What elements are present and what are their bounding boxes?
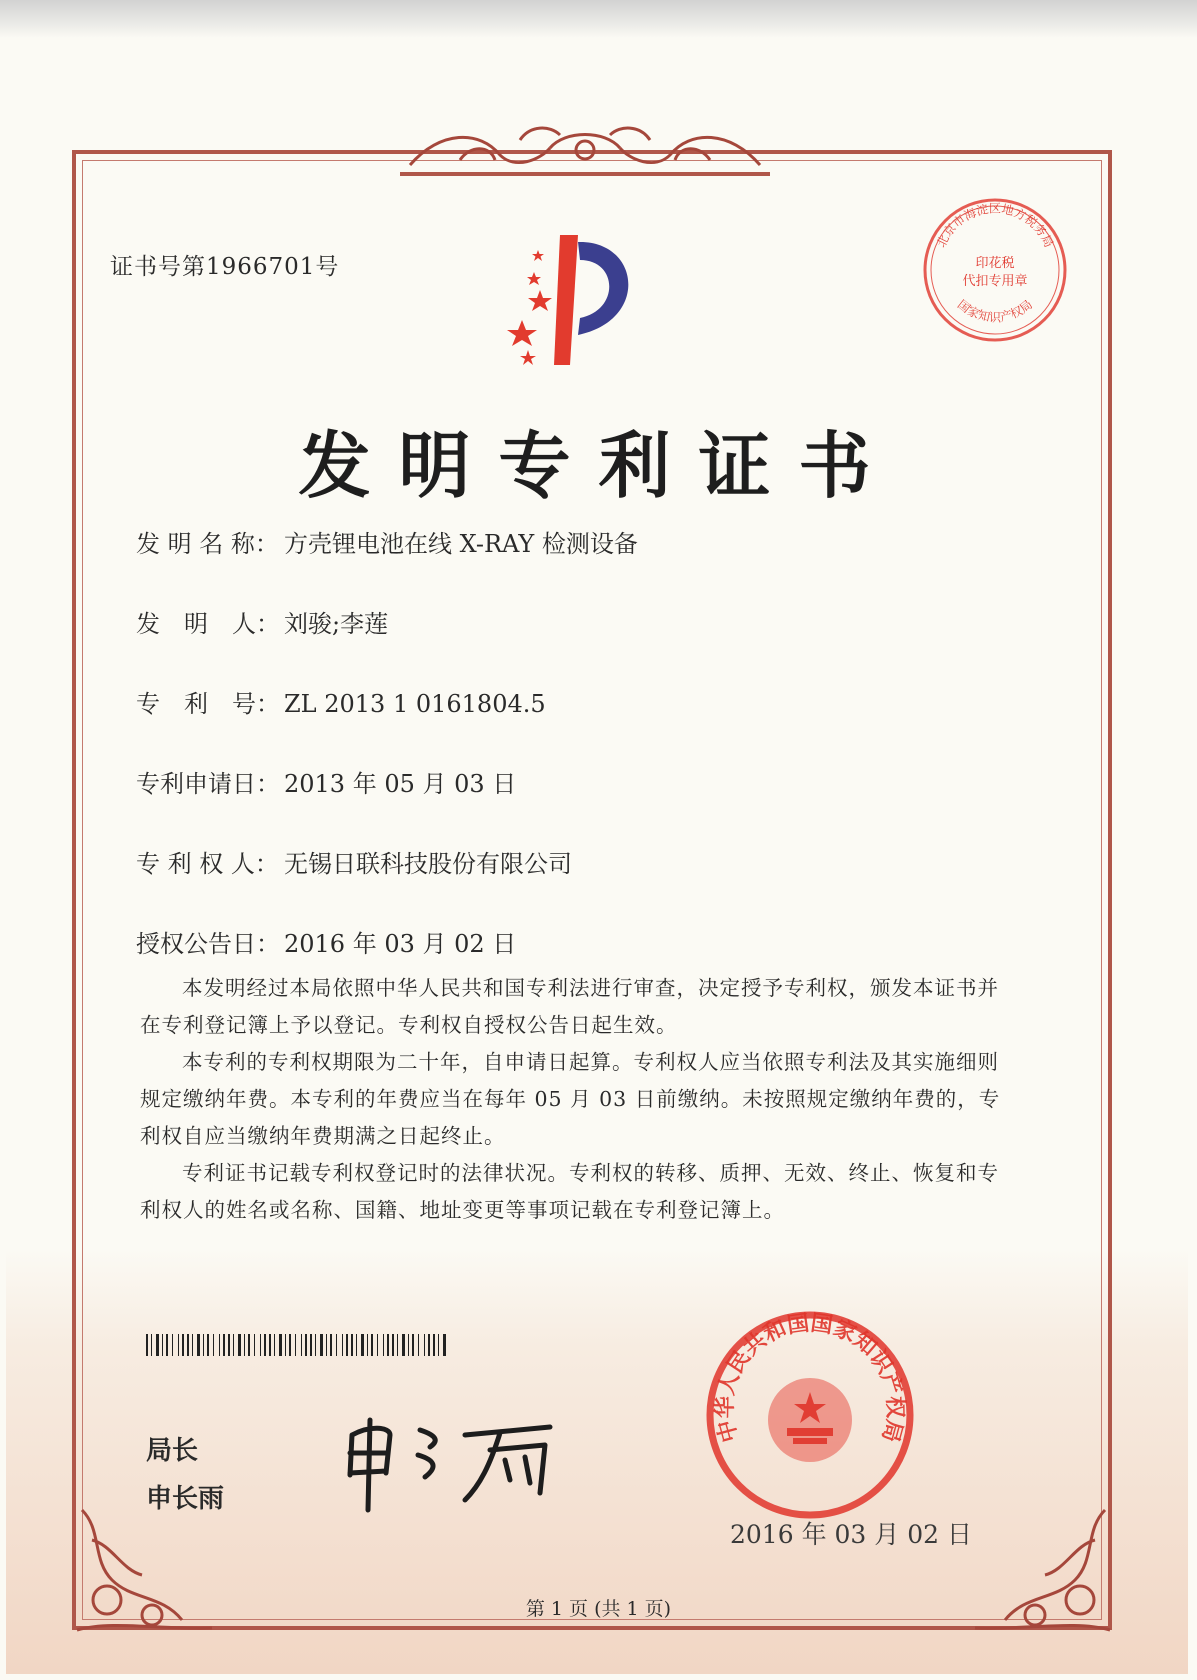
field-patentee <box>136 844 572 879</box>
page-number: 第 1 页 (共 1 页) <box>525 1598 672 1620</box>
field-label: 授权公告日： <box>136 930 280 958</box>
director-signature <box>340 1405 590 1515</box>
stamp-center-line2: 代扣专用章 <box>962 274 1028 289</box>
certificate-inner-border <box>82 160 1102 1620</box>
stamp-ring-text: 北京市海淀区地方税务局 <box>933 201 1057 250</box>
director-name: 申长雨 <box>146 1484 225 1514</box>
stamp-duty-seal <box>920 195 1070 345</box>
barcode <box>146 1334 448 1356</box>
field-value: 2016 年 03 月 02 日 <box>284 930 517 958</box>
patent-office-logo <box>500 230 680 370</box>
field-value: 方壳锂电池在线 X-RAY 检测设备 <box>284 530 638 558</box>
field-label: 发 明 人： <box>136 610 280 638</box>
page-title: 发明专利证书 <box>298 423 899 508</box>
stamp-center-line1: 印花税 <box>975 256 1015 271</box>
field-invention-name <box>136 524 638 559</box>
field-value: ZL 2013 1 0161804.5 <box>284 690 546 718</box>
field-application-date <box>136 764 516 799</box>
scan-top-edge <box>0 0 1197 38</box>
field-label: 专 利 号： <box>136 690 280 718</box>
certificate-number: 证书号第1966701号 <box>110 254 340 280</box>
field-value: 无锡日联科技股份有限公司 <box>284 850 572 878</box>
official-seal <box>705 1310 915 1520</box>
seal-ring-text: 中华人民共和国国家知识产权局 <box>712 1310 908 1445</box>
field-label: 专利申请日： <box>136 770 280 798</box>
field-value: 刘骏;李莲 <box>284 610 389 638</box>
field-value: 2013 年 05 月 03 日 <box>284 770 517 798</box>
paragraph-term: 本专利的专利权期限为二十年，自申请日起算。专利权人应当依照专利法及其实施细则规定缴纳年费。本专利的年费应当在每年 05 月 03 日前缴纳。未按照规定缴纳年费的，专利权自应当缴纳年费期满之日起终止。 <box>140 1050 1001 1148</box>
field-label: 专 利 权 人： <box>136 850 279 878</box>
svg-text:国家知识产权局 <box>955 297 1035 324</box>
paragraph-grant: 本发明经过本局依照中华人民共和国专利法进行审查，决定授予专利权，颁发本证书并在专利登记簿上予以登记。专利权自授权公告日起生效。 <box>140 976 999 1037</box>
stamp-bottom-text: 国家知识产权局 <box>954 297 1036 325</box>
field-patent-number <box>136 684 546 719</box>
top-ornament <box>400 120 770 180</box>
field-inventor <box>136 604 388 639</box>
svg-text:北京市海淀区地方税务局 <box>934 201 1056 250</box>
paragraph-legal-status: 专利证书记载专利权登记时的法律状况。专利权的转移、质押、无效、终止、恢复和专利权人的姓名或名称、国籍、地址变更等事项记载在专利登记簿上。 <box>140 1161 999 1222</box>
field-grant-date <box>136 924 516 959</box>
seal-date: 2016 年 03 月 02 日 <box>730 1520 972 1549</box>
director-title: 局长 <box>146 1436 199 1466</box>
field-label: 发 明 名 称： <box>136 530 279 558</box>
